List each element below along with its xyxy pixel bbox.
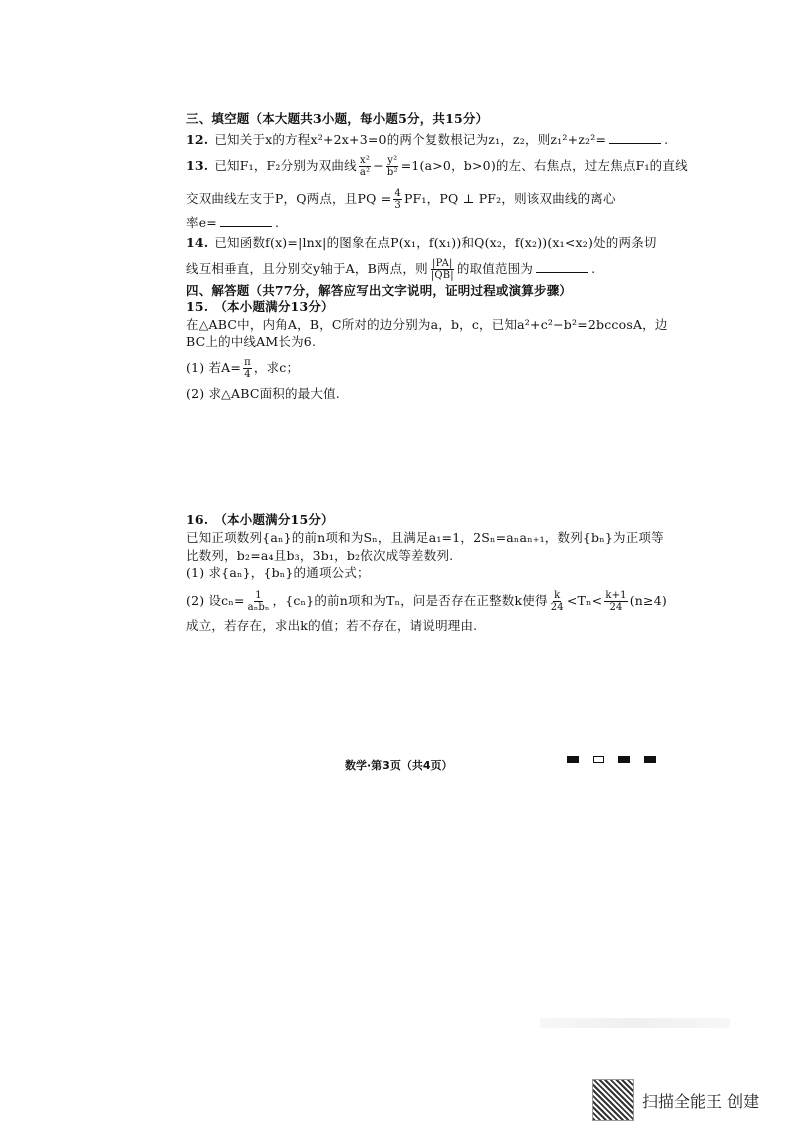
numerator: π [244, 357, 251, 368]
question-text: 已知函数f(x)=|lnx|的图象在点P(x₁，f(x₁))和Q(x₂，f(x₂))(x₁<x₂)处的两条切 [214, 235, 657, 250]
denominator: 24 [609, 602, 623, 613]
numerator: x² [359, 155, 371, 166]
question-text: (1) 若A= [186, 360, 242, 375]
question-16-part-2 [186, 590, 667, 613]
question-14-line-2 [186, 258, 595, 281]
question-text: (n≥4) [629, 593, 667, 608]
alignment-mark [567, 756, 579, 763]
question-text: 线互相垂直，且分别交y轴于A，B两点，则 [186, 261, 428, 276]
question-text: ，求c； [253, 360, 300, 375]
question-16-line-2: 比数列，b₂=a₄且b₃，3b₁，b₂依次成等差数列. [186, 548, 454, 563]
punctuation: . [664, 132, 669, 147]
denominator: a² [359, 167, 371, 178]
fraction [393, 188, 402, 211]
question-number: 12. [186, 132, 209, 147]
punctuation: . [274, 215, 280, 230]
scanner-watermark [592, 1079, 759, 1121]
question-text: ，{cₙ}的前n项和为Tₙ，问是否存在正整数k使得 [272, 593, 548, 608]
question-13-line-3 [186, 214, 279, 232]
question-15-part-1 [186, 357, 299, 380]
fraction [243, 357, 252, 380]
question-number: 15. [186, 299, 209, 314]
question-text: 率e= [186, 215, 217, 230]
section-4-heading: 四、解答题（共77分，解答应写出文字说明，证明过程或演算步骤） [186, 283, 573, 298]
numerator: k+1 [605, 590, 627, 601]
fraction [386, 155, 399, 178]
alignment-mark [618, 756, 630, 763]
question-number: 14. [186, 235, 209, 250]
question-number: 16. [186, 512, 209, 527]
scan-artifact [540, 1018, 730, 1028]
fraction [604, 590, 627, 613]
question-text: 交双曲线左支于P，Q两点，且PQ = [186, 191, 392, 206]
section-3-heading: 三、填空题（本大题共3小题，每小题5分，共15分） [186, 111, 489, 126]
question-text: 的取值范围为 [456, 261, 534, 276]
fraction [359, 155, 371, 178]
numerator: 1 [255, 590, 262, 601]
question-15-header [186, 298, 334, 316]
question-score: （本小题满分15分） [214, 512, 334, 527]
question-text: 已知F₁，F₂分别为双曲线 [214, 158, 357, 173]
punctuation: . [591, 261, 596, 276]
denominator: 24 [550, 602, 564, 613]
question-text: 已知关于x的方程x²+2x+3=0的两个复数根记为z₁，z₂，则z₁²+z₂²= [214, 132, 607, 147]
denominator: |QB| [430, 270, 454, 281]
question-15-line-2: BC上的中线AM长为6. [186, 334, 317, 349]
question-16-header [186, 511, 334, 529]
alignment-mark [644, 756, 656, 763]
alignment-mark [593, 756, 604, 763]
qr-code-icon [592, 1079, 634, 1121]
denominator: 3 [394, 200, 401, 211]
numerator: 4 [394, 188, 401, 199]
denominator: 4 [244, 369, 251, 380]
page-footer: 数学·第3页（共4页） [345, 759, 453, 772]
question-12 [186, 131, 668, 149]
question-13-line-2 [186, 188, 616, 211]
answer-blank [536, 260, 588, 273]
question-15-part-2: (2) 求△ABC面积的最大值. [186, 386, 340, 401]
denominator: b² [386, 167, 398, 178]
question-score: （本小题满分13分） [214, 299, 334, 314]
answer-blank [220, 214, 272, 227]
question-16-line-last: 成立，若存在，求出k的值；若不存在，请说明理由. [186, 618, 478, 633]
question-text: PF₁，PQ ⊥ PF₂，则该双曲线的离心 [403, 191, 616, 206]
question-14-line-1 [186, 234, 657, 252]
fraction [430, 258, 455, 281]
question-16-part-1: (1) 求{aₙ}，{bₙ}的通项公式； [186, 565, 370, 580]
question-text: (2) 设cₙ= [186, 593, 245, 608]
question-text: =1(a>0，b>0)的左、右焦点，过左焦点F₁的直线 [400, 158, 688, 173]
numerator: |PA| [432, 258, 453, 269]
fraction [247, 590, 271, 613]
question-text: <Tₙ< [566, 593, 603, 608]
numerator: y² [387, 155, 398, 166]
question-number: 13. [186, 158, 209, 173]
denominator: aₙbₙ [247, 602, 270, 613]
numerator: k [554, 590, 561, 601]
alignment-marks [567, 756, 656, 763]
question-16-line-1: 已知正项数列{aₙ}的前n项和为Sₙ，且满足a₁=1，2Sₙ=aₙaₙ₊₁，数列{bₙ}为正项等 [186, 530, 664, 545]
answer-blank [609, 131, 661, 144]
question-15-line-1: 在△ABC中，内角A，B，C所对的边分别为a，b，c，已知a²+c²−b²=2bccosA，边 [186, 317, 668, 332]
watermark-text: 扫描全能王 创建 [642, 1091, 760, 1111]
minus-sign: − [373, 158, 384, 173]
question-13-line-1 [186, 155, 688, 178]
fraction [550, 590, 565, 613]
